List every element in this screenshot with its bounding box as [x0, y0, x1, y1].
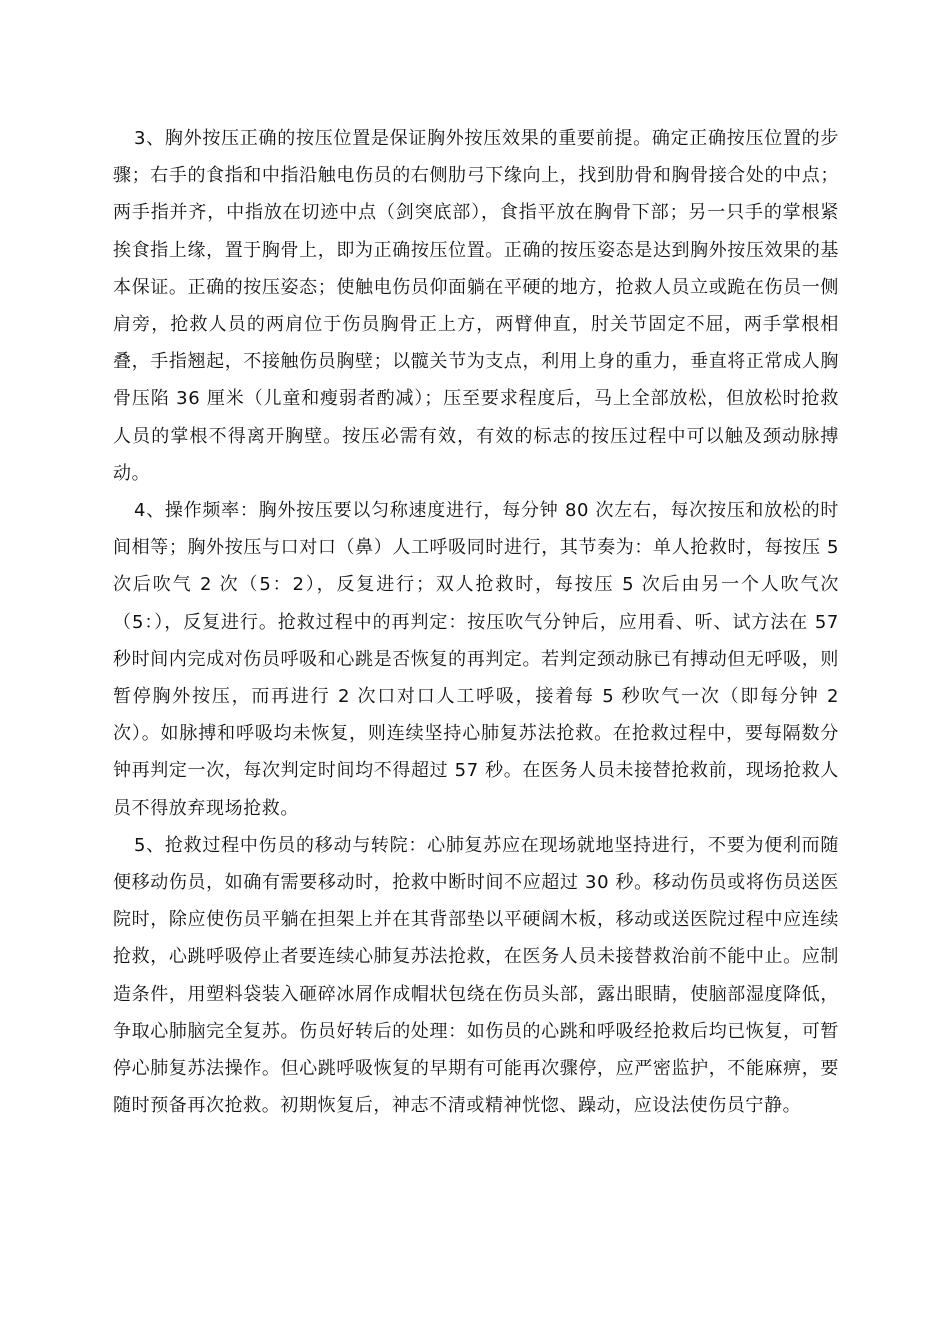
- paragraph-patient-transfer: 5、抢救过程中伤员的移动与转院：心肺复苏应在现场就地坚持进行，不要为便利而随便移动伤员，如确有需要移动时，抢救中断时间不应超过 30 秒。移动伤员或将伤员送医院时，除应使伤员平躺在担架上并在其背部垫以平硬阔木板，移动或送医院过程中应连续抢救，心跳呼吸停止者要连续心肺复苏法抢救，在医务人员未接替救治前不能中止。应制造条件，用塑料袋装入砸碎冰屑作成帽状包绕在伤员头部，露出眼睛，使脑部湿度降低，争取心肺脑完全复苏。伤员好转后的处理：如伤员的心跳和呼吸经抢救后均已恢复，可暂停心肺复苏法操作。但心跳呼吸恢复的早期有可能再次骤停，应严密监护，不能麻痹，要随时预备再次抢救。初期恢复后，神志不清或精神恍惚、躁动，应设法使伤员宁静。: [113, 834, 839, 1117]
- paragraph-operation-frequency: 4、操作频率：胸外按压要以匀称速度进行，每分钟 80 次左右，每次按压和放松的时间相等；胸外按压与口对口（鼻）人工呼吸同时进行，其节奏为：单人抢救时，每按压 5 次后吹气 2 次（5：2），反复进行；双人抢救时，每按压 5 次后由另一个人吹气次（5：），反复进行。抢救过程中的再判定：按压吹气分钟后，应用看、听、试方法在 57 秒时间内完成对伤员呼吸和心跳是否恢复的再判定。若判定颈动脉已有搏动但无呼吸，则暂停胸外按压，而再进行 2 次口对口人工呼吸，接着每 5 秒吹气一次（即每分钟 2 次）。如脉搏和呼吸均未恢复，则连续坚持心肺复苏法抢救。在抢救过程中，要每隔数分钟再判定一次，每次判定时间均不得超过 57 秒。在医务人员未接替抢救前，现场抢救人员不得放弃现场抢救。: [113, 500, 839, 819]
- document-body: [113, 120, 839, 1124]
- paragraph-chest-compression-position: 3、胸外按压正确的按压位置是保证胸外按压效果的重要前提。确定正确按压位置的步骤；右手的食指和中指沿触电伤员的右侧肋弓下缘向上，找到肋骨和胸骨接合处的中点；两手指并齐，中指放在切迹中点（剑突底部），食指平放在胸骨下部；另一只手的掌根紧挨食指上缘，置于胸骨上，即为正确按压位置。正确的按压姿态是达到胸外按压效果的基本保证。正确的按压姿态；使触电伤员仰面躺在平硬的地方，抢救人员立或跪在伤员一侧肩旁，抢救人员的两肩位于伤员胸骨正上方，两臂伸直，肘关节固定不屈，两手掌根相叠，手指翘起，不接触伤员胸壁；以髋关节为支点，利用上身的重力，垂直将正常成人胸骨压陷 36 厘米（儿童和瘦弱者酌减）；压至要求程度后，马上全部放松，但放松时抢救人员的掌根不得离开胸壁。按压必需有效，有效的标志的按压过程中可以触及颈动脉搏动。: [113, 128, 839, 484]
